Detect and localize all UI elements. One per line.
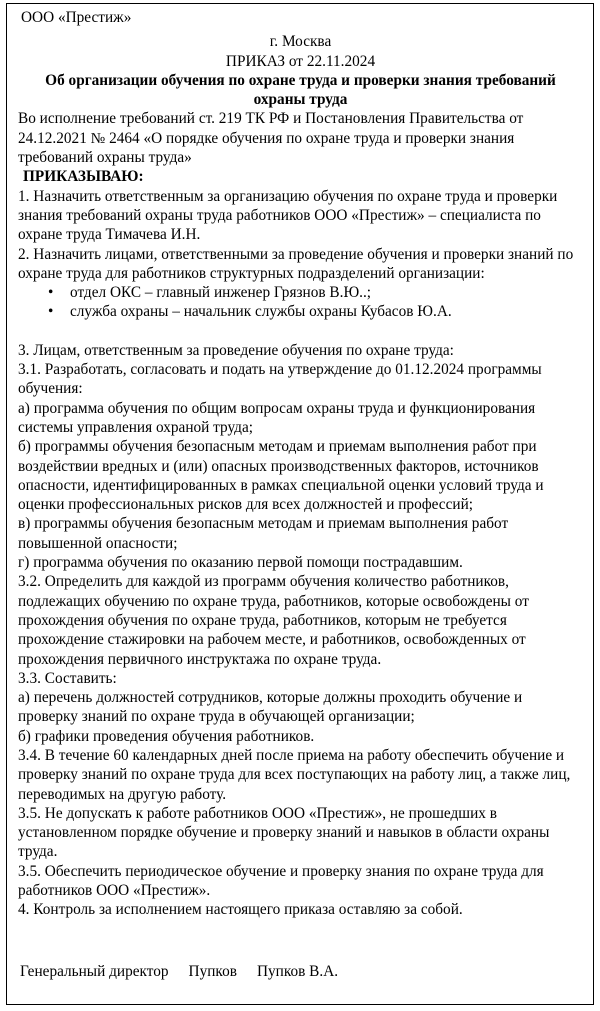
order-item-3-3-b: б) графики проведения обучения работников. [18,727,315,745]
order-item-3-3-a: а) перечень должностей сотрудников, которые должны проходить обучение и проверку знаний по охране труда в обучающей организации; [18,689,523,726]
order-item-3-4: 3.4. В течение 60 календарных дней после приема на работу обеспечить обучение и проверку знаний по охране труда для всех поступающих на работу лиц, а также лиц, переводимых на другую работу. [18,746,571,803]
order-item-2: 2. Назначить лицами, ответственными за проведение обучения и проверки знаний по охране труда для работников структурных подразделений организации: [18,245,574,282]
order-item-3-1: 3.1. Разработать, согласовать и подать на утверждение до 01.12.2024 программы обучения: [18,361,542,398]
order-item-4: 4. Контроль за исполнением настоящего приказа оставляю за собой. [18,901,463,919]
spacer [18,322,583,341]
list-item [18,283,583,302]
list-item [18,302,583,321]
list-item-text: служба охраны – начальник службы охраны Кубасов Ю.А. [70,303,452,321]
list-item-text: отдел ОКС – главный инженер Грязнов В.Ю..; [70,284,372,302]
signature-mark: Пупков [188,963,237,980]
order-word: ПРИКАЗЫВАЮ: [23,168,144,186]
signatory-position: Генеральный директор [20,963,169,980]
order-item-3-1-a: а) программа обучения по общим вопросам охраны труда и функционирования системы управления охраной труда; [18,399,536,436]
bullet-icon: • [48,303,54,321]
preamble: Во исполнение требований ст. 219 ТК РФ и Постановления Правительства от 24.12.2021 № 2464 «О порядке обучения по охране труда и проверки знания требований охраны труда» [18,110,524,167]
order-document [6,3,594,1005]
order-item-3: 3. Лицам, ответственным за проведение обучения по охране труда: [18,341,454,359]
signature-block [20,963,338,981]
order-heading: ПРИКАЗ от 22.11.2024 [225,52,376,70]
responsible-list [18,283,583,322]
order-item-3-1-d: г) программа обучения по оказанию первой помощи пострадавшим. [18,554,463,572]
order-item-3-5-first: 3.5. Не допускать к работе работников ООО «Престиж», не прошедших в установленном порядке обучение и проверку знаний и навыков в области охраны труда. [18,804,550,861]
order-item-1: 1. Назначить ответственным за организацию обучения по охране труда и проверки знания требований охраны труда работников ООО «Престиж» – специалиста по охране труда Тимачева И.Н. [18,187,558,244]
order-item-3-1-b: б) программы обучения безопасным методам и приемам выполнения работ при воздействии вредных и (или) опасных производственных факторов, источников опасности, идентифицированных в рамках специальной оценки условий труда и оценки профессиональных рисков для всех должностей и профессий; [18,438,544,514]
order-item-3-5-second: 3.5. Обеспечить периодическое обучение и проверку знания по охране труда для работников ООО «Престиж». [18,862,544,900]
order-subject: Об организации обучения по охране труда и проверки знания требований охраны труда [45,71,556,109]
order-item-3-2: 3.2. Определить для каждой из программ обучения количество работников, подлежащих обучению по охране труда, работников, которые освобождены от прохождения обучения по охране труда, работников, которым не требуется прохождение стажировки на рабочем месте, и работников, освобожденных от прохождения первичного инструктажа по охране труда. [18,573,529,668]
order-item-3-1-c: в) программы обучения безопасным методам и приемам выполнения работ повышенной опасности; [18,515,509,552]
bullet-icon: • [48,284,54,302]
signatory-name: Пупков В.А. [256,963,339,980]
city: г. Москва [269,33,332,51]
order-item-3-3: 3.3. Составить: [18,669,117,687]
organization-name: ООО «Престиж» [21,9,132,26]
